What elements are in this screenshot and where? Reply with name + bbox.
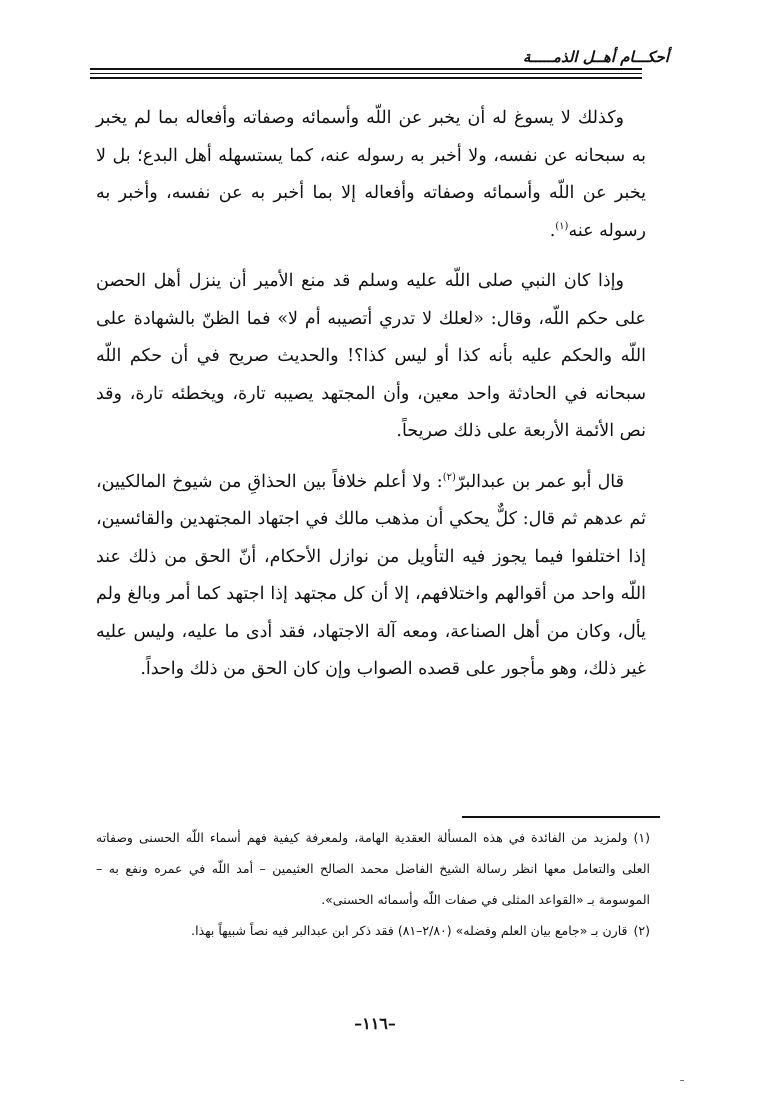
paragraph-1-text: وكذلك لا يسوغ له أن يخبر عن اللّه وأسمائه وصفاته وأفعاله بما لم يخبر به سبحانه عن نفسه، ولا أخبر به رسوله عنه، كما يستسهله أهل البدع؛ بل لا يخبر عن اللّه وأسمائه وصفاته وأفعاله إلا بما أخبر به عن نفسه، وأخبر به رسوله عنه	[96, 108, 646, 241]
footnote-1	[96, 822, 650, 915]
footnote-1-number: (١)	[633, 830, 650, 845]
scan-speck	[680, 1080, 684, 1081]
footnote-2-text: قارن بـ «جامع بيان العلم وفضله» (٢/٨٠–٨١) فقد ذكر ابن عبدالبر فيه نصاً شبيهاً بهذا.	[191, 923, 628, 938]
paragraph-3-tail: : ولا أعلم خلافاً بين الحذاقِ من شيوخ المالكيين، ثم عدهم ثم قال: كلٌّ يحكي أن مذهب مالك في اجتهاد المجتهدين والقائسين، إذا اختلفوا فيما يجوز فيه التأويل من نوازل الأحكام، أنّ الحق من ذلك عند اللّه واحد من أقوالهم واختلافهم، إلا أن كل مجتهد إذا اجتهد كما أمر وبالغ ولم يأل، وكان من أهل الصناعة، ومعه آلة الاجتهاد، فقد أدى ما عليه، وليس عليه غير ذلك، وهو مأجور على قصده الصواب وإن كان الحق من ذلك واحداً.	[96, 471, 646, 679]
paragraph-3-text: قال أبو عمر بن عبدالبرّ	[455, 471, 624, 492]
page-number: –١١٦–	[354, 1014, 396, 1033]
footnotes	[96, 822, 650, 946]
footnote-2	[96, 915, 650, 946]
footnote-ref-1[interactable]: (١)	[555, 220, 569, 232]
header-rule-middle	[90, 73, 642, 74]
paragraph-1	[96, 100, 646, 250]
main-text	[96, 100, 646, 702]
footnote-separator	[462, 816, 660, 818]
header-rule-top	[90, 68, 642, 70]
paragraph-3	[96, 464, 646, 689]
paragraph-2-text: وإذا كان النبي صلى اللّه عليه وسلم قد منع الأمير أن ينزل أهل الحصن على حكم اللّه، وقال: «لعلك لا تدري أتصيبه أم لا» فما الظنّ بالشهادة على اللّه والحكم عليه بأنه كذا أو ليس كذا؟! والحديث صريح في أن حكم اللّه سبحانه في الحادثة واحد معين، وأن المجتهد يصيبه تارة، ويخطئه تارة، وقد نص الأئمة الأربعة على ذلك صريحاً.	[96, 271, 646, 441]
paragraph-2	[96, 263, 646, 451]
running-header-title: أحكـــام أهــل الذمـــــة	[522, 48, 669, 66]
paragraph-1-end: .	[549, 220, 556, 241]
footnote-ref-2[interactable]: (٢)	[442, 471, 456, 483]
header-rule-bottom	[90, 77, 642, 79]
footnote-2-number: (٢)	[633, 923, 650, 938]
footnote-1-text: ولمزيد من الفائدة في هذه المسألة العقدية الهامة، ولمعرفة كيفية فهم أسماء اللّه الحسنى وصفاته العلى والتعامل معها انظر رسالة الشيخ الفاضل محمد الصالح العثيمين – أمد اللّه في عمره ونفع به – الموسومة بـ «القواعد المثلى في صفات اللّه وأسمائه الحسنى».	[96, 830, 650, 907]
